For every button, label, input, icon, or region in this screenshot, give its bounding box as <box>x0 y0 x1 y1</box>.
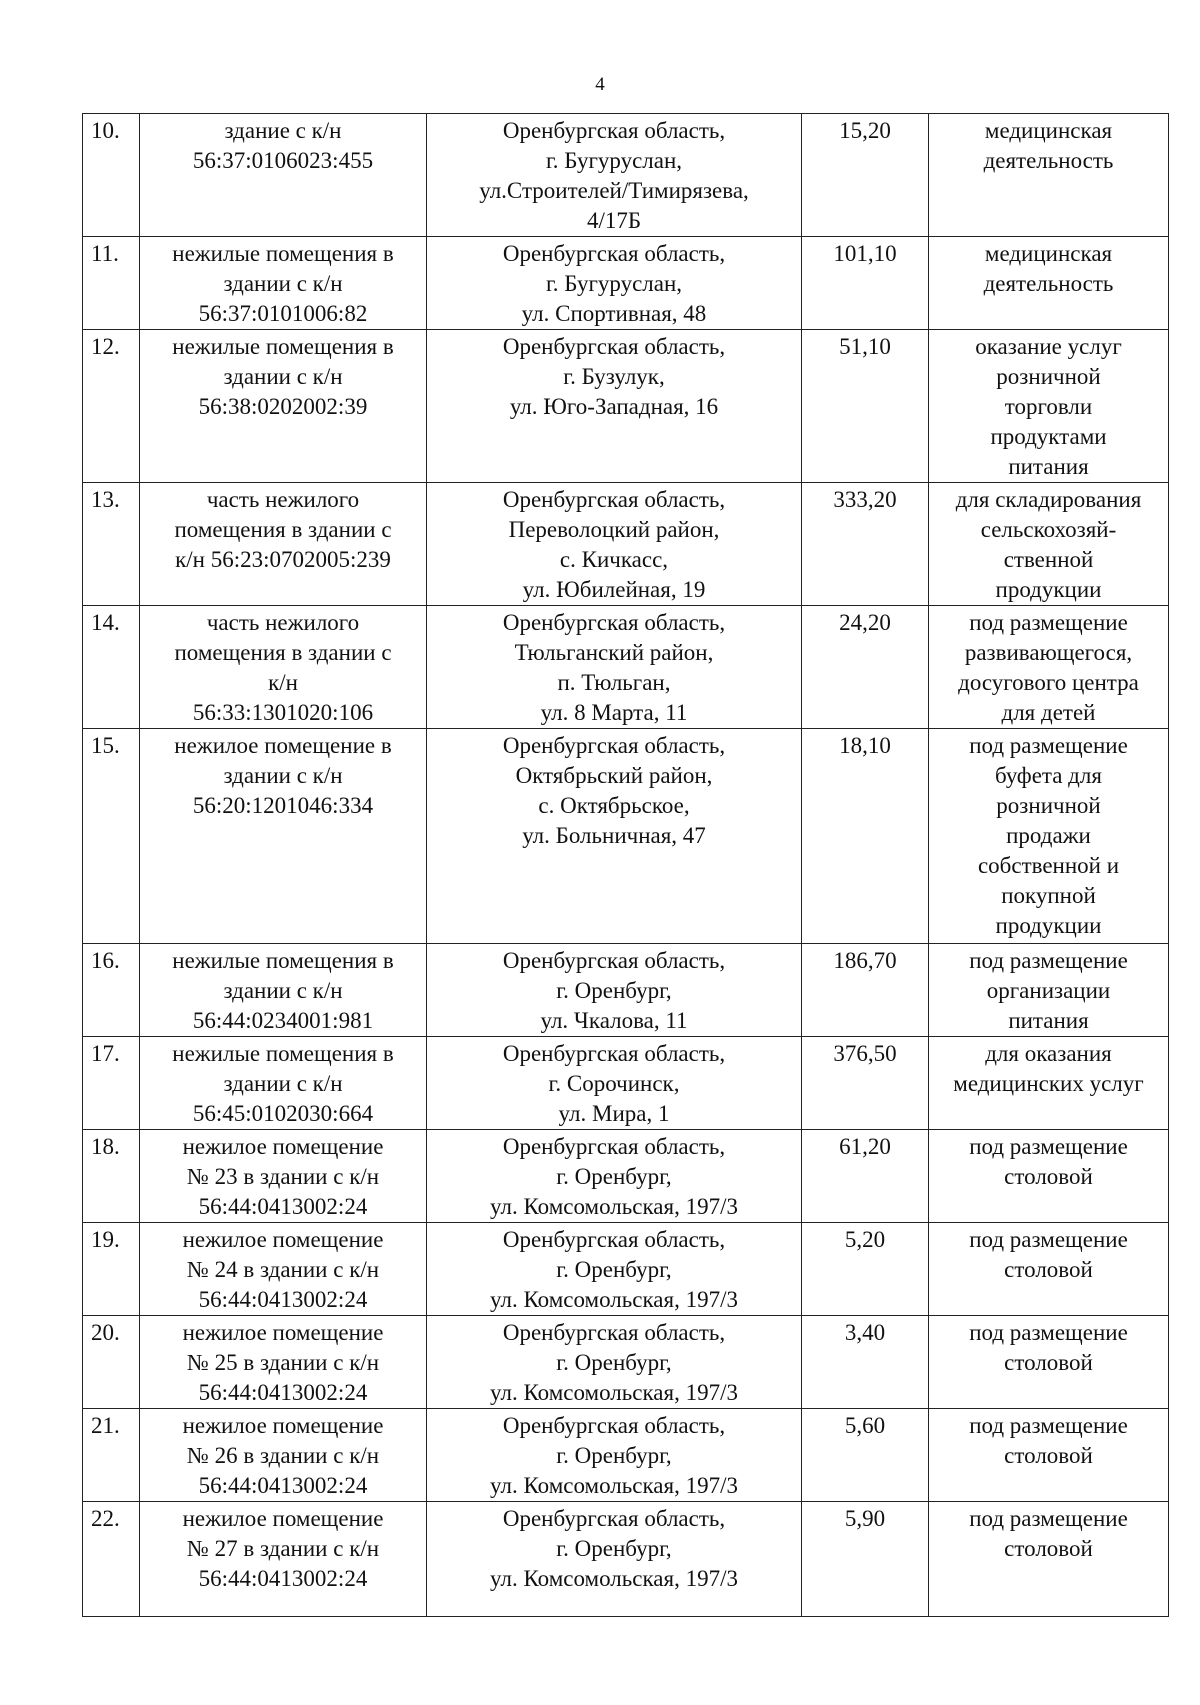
address-line: Оренбургская область, <box>502 118 726 143</box>
object-line: нежилые помещения в <box>172 334 394 359</box>
purpose-line: медицинских услуг <box>953 1071 1144 1096</box>
object-cell <box>140 1316 427 1409</box>
row-number: 21. <box>83 1409 140 1502</box>
table-row <box>83 483 1169 606</box>
table-row <box>83 1502 1169 1617</box>
address-line: Оренбургская область, <box>502 1227 726 1252</box>
address-line: Октябрьский район, <box>515 763 713 788</box>
address-line: 4/17Б <box>586 208 642 233</box>
purpose-cell <box>929 483 1169 606</box>
purpose-line: продуктами <box>990 424 1107 449</box>
address-cell <box>427 1037 802 1130</box>
address-line: г. Бугуруслан, <box>545 148 683 173</box>
row-number: 12. <box>83 330 140 483</box>
address-line: г. Оренбург, <box>556 1164 672 1189</box>
object-line: здании с к/н <box>223 763 343 788</box>
object-line: 56:44:0234001:981 <box>192 1008 374 1033</box>
purpose-line: столовой <box>1004 1257 1093 1282</box>
object-cell <box>140 114 427 237</box>
area-cell: 24,20 <box>802 606 929 729</box>
page-number: 4 <box>595 74 605 95</box>
row-number: 20. <box>83 1316 140 1409</box>
purpose-line: ственной <box>1003 547 1094 572</box>
object-line: № 25 в здании с к/н <box>186 1350 380 1375</box>
purpose-line: развивающегося, <box>964 640 1133 665</box>
address-cell <box>427 114 802 237</box>
object-line: 56:44:0413002:24 <box>198 1380 368 1405</box>
purpose-line: розничной <box>996 364 1101 389</box>
area-cell: 15,20 <box>802 114 929 237</box>
address-line: Тюльганский район, <box>514 640 714 665</box>
object-line: 56:37:0106023:455 <box>192 148 374 173</box>
object-cell <box>140 237 427 330</box>
address-line: Переволоцкий район, <box>508 517 720 542</box>
object-line: нежилые помещения в <box>172 948 394 973</box>
purpose-line: под размещение <box>969 1506 1128 1531</box>
address-line: г. Бузулук, <box>563 364 665 389</box>
address-line: г. Оренбург, <box>556 1443 672 1468</box>
object-cell <box>140 729 427 944</box>
purpose-line: под размещение <box>969 1227 1128 1252</box>
purpose-line: столовой <box>1004 1443 1093 1468</box>
table-row <box>83 606 1169 729</box>
table-row <box>83 114 1169 237</box>
purpose-line: деятельность <box>983 271 1114 296</box>
address-cell <box>427 1223 802 1316</box>
object-line: № 27 в здании с к/н <box>186 1536 380 1561</box>
address-line: Оренбургская область, <box>502 334 726 359</box>
purpose-line: буфета для <box>995 763 1102 788</box>
object-line: часть нежилого <box>206 487 360 512</box>
area-cell: 376,50 <box>802 1037 929 1130</box>
purpose-cell <box>929 606 1169 729</box>
object-cell <box>140 330 427 483</box>
purpose-line: под размещение <box>969 1134 1128 1159</box>
address-line: г. Оренбург, <box>556 1350 672 1375</box>
object-line: 56:33:1301020:106 <box>192 700 374 725</box>
area-cell: 5,90 <box>802 1502 929 1617</box>
object-line: к/н 56:23:0702005:239 <box>175 547 391 572</box>
address-cell <box>427 1316 802 1409</box>
purpose-line: продукции <box>995 577 1102 602</box>
object-line: нежилое помещение <box>182 1320 384 1345</box>
object-line: здании с к/н <box>223 364 343 389</box>
purpose-line: медицинская <box>984 118 1113 143</box>
object-line: 56:44:0413002:24 <box>198 1287 368 1312</box>
row-number: 17. <box>83 1037 140 1130</box>
address-line: ул. Юго-Западная, 16 <box>509 394 719 419</box>
address-line: ул. 8 Марта, 11 <box>540 700 688 725</box>
purpose-line: столовой <box>1004 1164 1093 1189</box>
purpose-line: организации <box>986 978 1111 1003</box>
object-line: помещения в здании с <box>174 517 392 542</box>
table-row <box>83 237 1169 330</box>
address-line: с. Октябрьское, <box>538 793 690 818</box>
purpose-line: продажи <box>1006 823 1091 848</box>
purpose-line: под размещение <box>969 733 1128 758</box>
purpose-line: под размещение <box>969 1320 1128 1345</box>
address-line: ул. Комсомольская, 197/3 <box>490 1194 738 1219</box>
object-line: 56:20:1201046:334 <box>192 793 374 818</box>
table-row <box>83 944 1169 1037</box>
address-line: Оренбургская область, <box>502 1041 726 1066</box>
object-line: нежилое помещение <box>182 1134 384 1159</box>
purpose-line: для оказания <box>985 1041 1112 1066</box>
row-number: 18. <box>83 1130 140 1223</box>
address-line: Оренбургская область, <box>502 241 726 266</box>
object-line: здании с к/н <box>223 978 343 1003</box>
property-table-body <box>83 114 1169 1617</box>
area-cell: 5,60 <box>802 1409 929 1502</box>
purpose-line: под размещение <box>969 948 1128 973</box>
object-line: № 26 в здании с к/н <box>186 1443 380 1468</box>
address-line: Оренбургская область, <box>502 1320 726 1345</box>
address-line: Оренбургская область, <box>502 1413 726 1438</box>
object-cell <box>140 1130 427 1223</box>
address-line: п. Тюльган, <box>557 670 671 695</box>
area-cell: 101,10 <box>802 237 929 330</box>
purpose-line: под размещение <box>969 610 1128 635</box>
address-line: Оренбургская область, <box>502 733 726 758</box>
address-cell <box>427 944 802 1037</box>
table-row <box>83 1316 1169 1409</box>
object-line: к/н <box>268 670 298 695</box>
address-line: ул. Комсомольская, 197/3 <box>490 1287 738 1312</box>
object-line: 56:45:0102030:664 <box>192 1101 374 1126</box>
object-line: нежилое помещение <box>182 1227 384 1252</box>
area-cell: 5,20 <box>802 1223 929 1316</box>
address-line: ул. Юбилейная, 19 <box>522 577 706 602</box>
object-line: здание с к/н <box>224 118 342 143</box>
object-cell <box>140 1502 427 1617</box>
address-line: ул. Спортивная, 48 <box>521 301 707 326</box>
area-cell: 18,10 <box>802 729 929 944</box>
object-line: нежилое помещение <box>182 1506 384 1531</box>
purpose-cell <box>929 944 1169 1037</box>
object-line: нежилое помещение <box>182 1413 384 1438</box>
row-number: 22. <box>83 1502 140 1617</box>
address-line: Оренбургская область, <box>502 1506 726 1531</box>
address-line: Оренбургская область, <box>502 1134 726 1159</box>
address-line: ул. Комсомольская, 197/3 <box>490 1380 738 1405</box>
address-line: ул. Комсомольская, 197/3 <box>490 1473 738 1498</box>
address-line: ул. Чкалова, 11 <box>540 1008 688 1033</box>
purpose-line: собственной и <box>977 853 1120 878</box>
address-line: ул. Больничная, 47 <box>522 823 706 848</box>
object-cell <box>140 483 427 606</box>
purpose-line: досугового центра <box>958 670 1139 695</box>
address-cell <box>427 1130 802 1223</box>
address-line: с. Кичкасс, <box>559 547 669 572</box>
object-line: 56:44:0413002:24 <box>198 1473 368 1498</box>
area-cell: 61,20 <box>802 1130 929 1223</box>
purpose-cell <box>929 330 1169 483</box>
address-cell <box>427 237 802 330</box>
row-number: 13. <box>83 483 140 606</box>
table-row <box>83 1223 1169 1316</box>
object-line: нежилые помещения в <box>172 241 394 266</box>
purpose-line: столовой <box>1004 1536 1093 1561</box>
purpose-line: питания <box>1008 1008 1089 1033</box>
purpose-line: оказание услуг <box>975 334 1122 359</box>
purpose-line: покупной <box>1001 883 1096 908</box>
row-number: 11. <box>83 237 140 330</box>
address-cell <box>427 606 802 729</box>
object-line: 56:44:0413002:24 <box>198 1194 368 1219</box>
address-line: ул. Мира, 1 <box>558 1101 670 1126</box>
area-cell: 3,40 <box>802 1316 929 1409</box>
address-line: г. Оренбург, <box>556 1257 672 1282</box>
address-cell <box>427 483 802 606</box>
object-line: помещения в здании с <box>174 640 392 665</box>
purpose-line: медицинская <box>984 241 1113 266</box>
object-line: № 24 в здании с к/н <box>186 1257 380 1282</box>
purpose-cell <box>929 1037 1169 1130</box>
purpose-cell <box>929 1502 1169 1617</box>
purpose-line: торговли <box>1004 394 1093 419</box>
area-cell: 333,20 <box>802 483 929 606</box>
address-line: г. Сорочинск, <box>548 1071 680 1096</box>
object-cell <box>140 944 427 1037</box>
object-line: 56:38:0202002:39 <box>198 394 368 419</box>
table-row <box>83 1037 1169 1130</box>
table-row <box>83 1409 1169 1502</box>
row-number: 10. <box>83 114 140 237</box>
table-row <box>83 1130 1169 1223</box>
object-line: нежилые помещения в <box>172 1041 394 1066</box>
object-cell <box>140 1223 427 1316</box>
purpose-line: столовой <box>1004 1350 1093 1375</box>
purpose-cell <box>929 1316 1169 1409</box>
object-line: № 23 в здании с к/н <box>186 1164 380 1189</box>
address-line: г. Оренбург, <box>556 978 672 1003</box>
purpose-cell <box>929 1130 1169 1223</box>
purpose-line: сельскохозяй- <box>980 517 1117 542</box>
purpose-line: деятельность <box>983 148 1114 173</box>
purpose-cell <box>929 237 1169 330</box>
purpose-cell <box>929 1409 1169 1502</box>
row-number: 16. <box>83 944 140 1037</box>
object-line: здании с к/н <box>223 1071 343 1096</box>
table-row <box>83 729 1169 944</box>
purpose-line: продукции <box>995 913 1102 938</box>
address-line: ул. Комсомольская, 197/3 <box>490 1566 738 1591</box>
address-cell <box>427 1502 802 1617</box>
address-line: Оренбургская область, <box>502 487 726 512</box>
purpose-line: для складирования <box>955 487 1142 512</box>
area-cell: 51,10 <box>802 330 929 483</box>
address-cell <box>427 1409 802 1502</box>
row-number: 14. <box>83 606 140 729</box>
purpose-line: питания <box>1008 454 1089 479</box>
purpose-cell <box>929 729 1169 944</box>
purpose-line: розничной <box>996 793 1101 818</box>
purpose-line: под размещение <box>969 1413 1128 1438</box>
address-line: г. Бугуруслан, <box>545 271 683 296</box>
row-number: 19. <box>83 1223 140 1316</box>
object-line: часть нежилого <box>206 610 360 635</box>
object-line: 56:37:0101006:82 <box>198 301 368 326</box>
object-cell <box>140 1409 427 1502</box>
purpose-cell <box>929 1223 1169 1316</box>
object-line: здании с к/н <box>223 271 343 296</box>
object-cell <box>140 606 427 729</box>
address-line: Оренбургская область, <box>502 610 726 635</box>
address-line: г. Оренбург, <box>556 1536 672 1561</box>
object-line: нежилое помещение в <box>174 733 392 758</box>
address-cell <box>427 729 802 944</box>
area-cell: 186,70 <box>802 944 929 1037</box>
purpose-cell <box>929 114 1169 237</box>
purpose-line: для детей <box>1001 700 1096 725</box>
address-line: ул.Строителей/Тимирязева, <box>479 178 749 203</box>
row-number: 15. <box>83 729 140 944</box>
object-cell <box>140 1037 427 1130</box>
address-line: Оренбургская область, <box>502 948 726 973</box>
table-row <box>83 330 1169 483</box>
property-table <box>82 113 1169 1617</box>
address-cell <box>427 330 802 483</box>
object-line: 56:44:0413002:24 <box>198 1566 368 1591</box>
